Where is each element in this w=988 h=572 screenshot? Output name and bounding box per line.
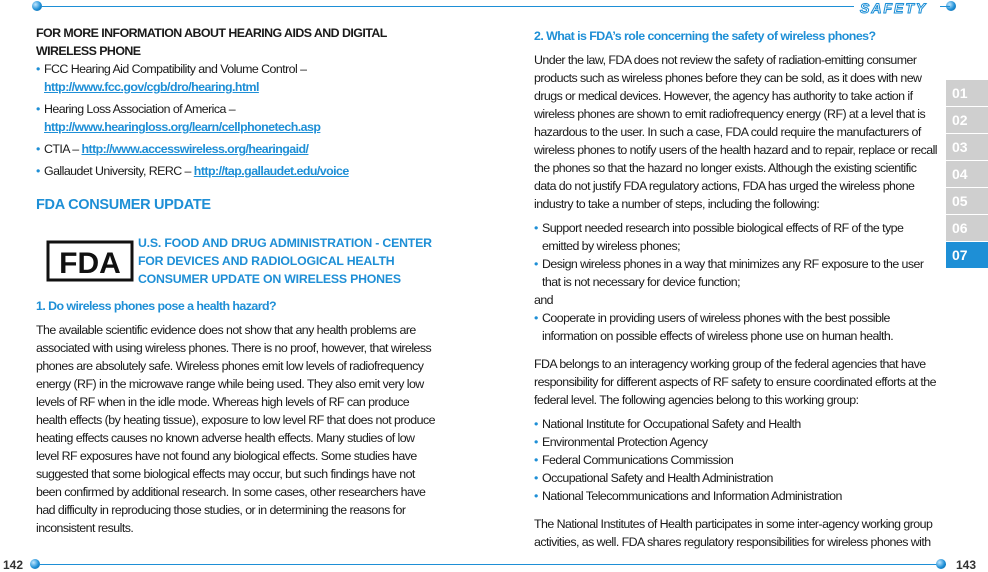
agency-text: Occupational Safety and Health Administration xyxy=(542,471,773,485)
chapter-tab-03[interactable]: 03 xyxy=(946,134,988,160)
resource-link[interactable]: http://www.hearingloss.org/learn/cellphonetech.asp xyxy=(44,120,321,134)
step-text: Cooperate in providing users of wireless phones with the best possible information on possible effects of wireless phone use on human health. xyxy=(542,311,894,343)
top-left-dot xyxy=(32,1,42,11)
agency-line: CONSUMER UPDATE ON WIRELESS PHONES xyxy=(138,272,401,286)
agency-text: National Institute for Occupational Safety and Health xyxy=(542,417,801,431)
bullet-icon: • xyxy=(534,453,538,467)
chapter-tab-04[interactable]: 04 xyxy=(946,161,988,187)
bullet-icon: • xyxy=(534,417,538,431)
step-text: Support needed research into possible biological effects of RF of the type emitted by wireless phones; xyxy=(542,221,904,253)
chapter-tabs xyxy=(946,80,988,269)
chapter-tab-01[interactable]: 01 xyxy=(946,80,988,106)
bullet-icon: • xyxy=(534,257,538,271)
bullet-icon: • xyxy=(36,62,40,76)
resource-link[interactable]: http://www.accesswireless.org/hearingaid/ xyxy=(81,142,309,156)
chapter-tab-06[interactable]: 06 xyxy=(946,215,988,241)
resource-link[interactable]: http://tap.gallaudet.edu/voice xyxy=(193,164,349,178)
resource-list xyxy=(36,60,436,180)
section-label: SAFETY xyxy=(860,0,928,16)
resource-link[interactable]: http://www.fcc.gov/cgb/dro/hearing.html xyxy=(44,80,259,94)
top-right-rule xyxy=(940,6,950,7)
resource-name: CTIA – xyxy=(44,142,79,156)
right-column xyxy=(534,27,938,551)
resource-item xyxy=(36,100,436,136)
agency-text: Environmental Protection Agency xyxy=(542,435,708,449)
step-item xyxy=(534,309,938,345)
q1-title: 1. Do wireless phones pose a health hazard? xyxy=(36,299,277,313)
chapter-tab-07[interactable]: 07 xyxy=(946,242,988,268)
agency-item xyxy=(534,469,938,487)
q1-body: The available scientific evidence does not show that any health problems are associated with using wireless phones. There is no proof, however, that wireless phones are absolutely safe. Wireless phones emit low levels of radiofrequency energy (RF) in the microwave range while being used. They also emit very low levels of RF when in the idle mode. Whereas high levels of RF can produce health effects (by heating tissue), exposure to low level RF that does not produce heating effects causes no known adverse health effects. Many studies of low level RF exposures have not found any biological effects. Some studies have suggested that some biological effects may occur, but such findings have not been confirmed by additional research. In some cases, other researchers have had difficulty in reproducing those studies, or in determining the reasons for inconsistent results. xyxy=(36,323,435,535)
nih-text: The National Institutes of Health participates in some inter-agency working group activities, as well. FDA shares regulatory responsibilities for wireless phones with xyxy=(534,517,933,549)
agency-item xyxy=(534,451,938,469)
top-rule xyxy=(42,6,854,7)
agency-block xyxy=(138,234,438,288)
bullet-icon: • xyxy=(36,102,40,116)
and-label: and xyxy=(534,293,554,307)
steps-list xyxy=(534,219,938,291)
resource-item xyxy=(36,60,436,96)
fda-logo xyxy=(46,236,134,284)
resource-item xyxy=(36,162,436,180)
agency-item xyxy=(534,415,938,433)
resource-name: FCC Hearing Aid Compatibility and Volume Control – xyxy=(44,62,307,76)
more-info-heading: FOR MORE INFORMATION ABOUT HEARING AIDS AND DIGITAL WIRELESS PHONE xyxy=(36,26,387,58)
page-number-right: 143 xyxy=(956,558,977,572)
bottom-rule xyxy=(40,564,946,565)
page-number-left: 142 xyxy=(3,558,24,572)
resource-name: Hearing Loss Association of America – xyxy=(44,102,236,116)
step-text: Design wireless phones in a way that minimizes any RF exposure to the user that is not necessary for device function; xyxy=(542,257,924,289)
chapter-tab-05[interactable]: 05 xyxy=(946,188,988,214)
bullet-icon: • xyxy=(36,164,40,178)
bullet-icon: • xyxy=(36,142,40,156)
step-item xyxy=(534,219,938,255)
left-column xyxy=(36,24,436,214)
agency-item xyxy=(534,433,938,451)
fda-logo-text: FDA xyxy=(59,247,121,280)
agency-list xyxy=(534,415,938,505)
agency-line: FOR DEVICES AND RADIOLOGICAL HEALTH xyxy=(138,254,395,268)
agency-item xyxy=(534,487,938,505)
working-group-text: FDA belongs to an interagency working group of the federal agencies that have responsibility for different aspects of RF safety to ensure coordinated efforts at the federal level. The following agencies belong to this working group: xyxy=(534,357,936,407)
bottom-right-dot xyxy=(936,559,946,569)
chapter-tab-02[interactable]: 02 xyxy=(946,107,988,133)
bullet-icon: • xyxy=(534,489,538,503)
bullet-icon: • xyxy=(534,435,538,449)
resource-item xyxy=(36,140,436,158)
left-question-block xyxy=(36,297,436,537)
agency-text: Federal Communications Commission xyxy=(542,453,734,467)
bottom-left-dot xyxy=(30,559,40,569)
q2-body: Under the law, FDA does not review the safety of radiation-emitting consumer products such as wireless phones before they can be sold, as it does with new drugs or medical devices. However, the agency has authority to take action if wireless phones are shown to emit radiofrequency energy (RF) at a level that is hazardous to the user. In such a case, FDA could require the manufacturers of wireless phones to notify users of the health hazard and to repair, replace or recall the phones so that the hazard no longer exists. Although the existing scientific data do not justify FDA regulatory actions, FDA has urged the wireless phone industry to take a number of steps, including the following: xyxy=(534,53,938,211)
bullet-icon: • xyxy=(534,471,538,485)
step-item xyxy=(534,255,938,291)
fda-logo-graphic xyxy=(46,236,134,284)
steps-list-2 xyxy=(534,309,938,345)
agency-text: National Telecommunications and Information Administration xyxy=(542,489,842,503)
resource-name: Gallaudet University, RERC – xyxy=(44,164,191,178)
agency-line: U.S. FOOD AND DRUG ADMINISTRATION - CENTER xyxy=(138,236,432,250)
bullet-icon: • xyxy=(534,311,538,325)
q2-title: 2. What is FDA’s role concerning the safety of wireless phones? xyxy=(534,29,876,43)
fda-update-title: FDA CONSUMER UPDATE xyxy=(36,197,211,213)
bullet-icon: • xyxy=(534,221,538,235)
